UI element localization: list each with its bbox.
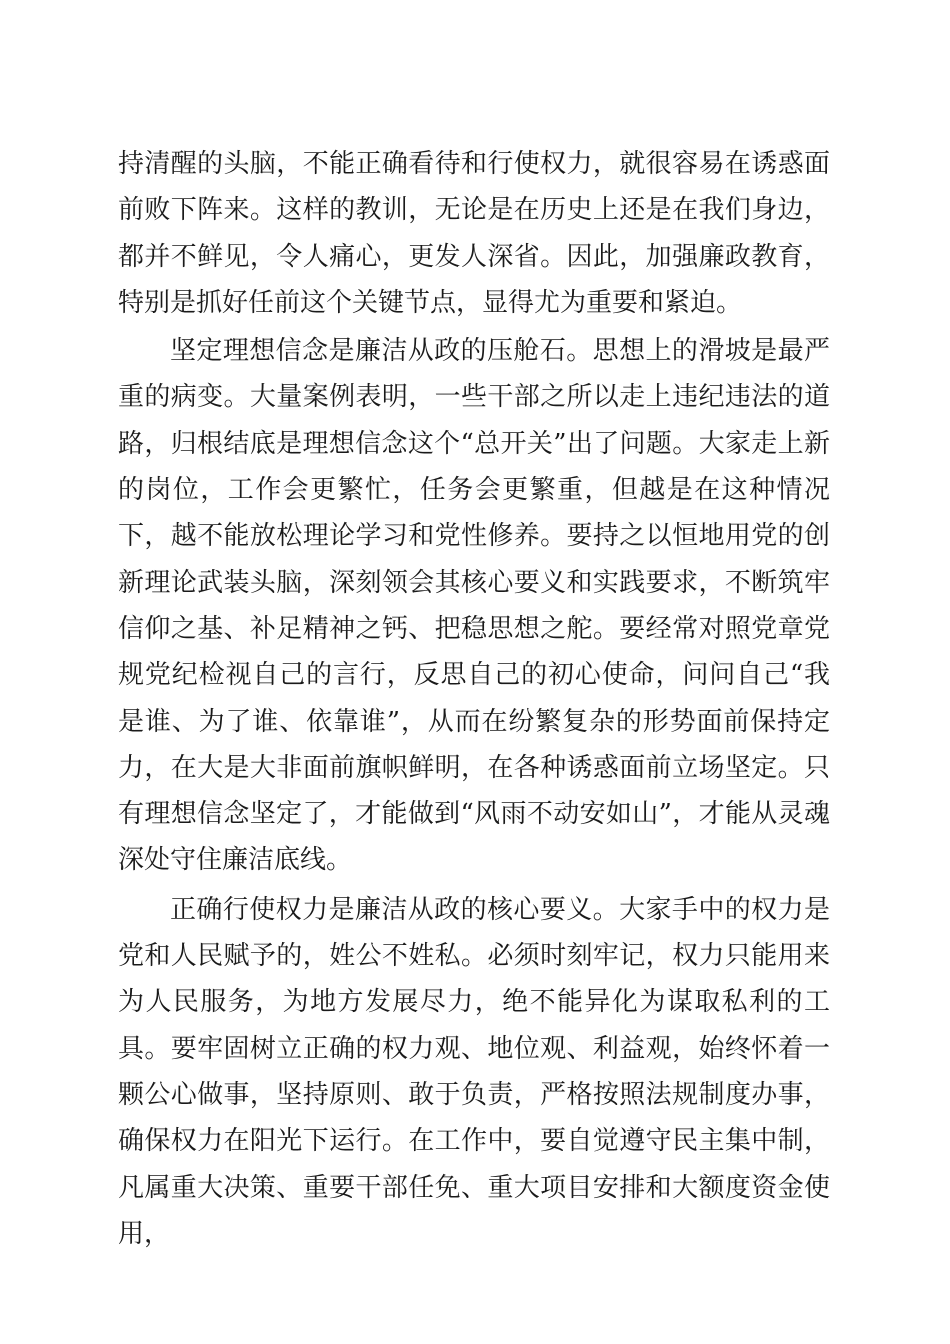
document-body (118, 141, 830, 1257)
paragraph-1: 持清醒的头脑，不能正确看待和行使权力，就很容易在诱惑面前败下阵来。这样的教训，无论是在历史上还是在我们身边，都并不鲜见，令人痛心，更发人深省。因此，加强廉政教育，特别是抓好任前这个关键节点，显得尤为重要和紧迫。 (118, 149, 830, 318)
paragraph-3: 正确行使权力是廉洁从政的核心要义。大家手中的权力是党和人民赋予的，姓公不姓私。必须时刻牢记，权力只能用来为人民服务，为地方发展尽力，绝不能异化为谋取私利的工具。要牢固树立正确的权力观、地位观、利益观，始终怀着一颗公心做事，坚持原则、敢于负责，严格按照法规制度办事，确保权力在阳光下运行。在工作中，要自觉遵守民主集中制，凡属重大决策、重要干部任免、重大项目安排和大额度资金使用， (118, 894, 830, 1249)
paragraph-2: 坚定理想信念是廉洁从政的压舱石。思想上的滑坡是最严重的病变。大量案例表明，一些干部之所以走上违纪违法的道路，归根结底是理想信念这个“总开关”出了问题。大家走上新的岗位，工作会更繁忙，任务会更繁重，但越是在这种情况下，越不能放松理论学习和党性修养。要持之以恒地用党的创新理论武装头脑，深刻领会其核心要义和实践要求，不断筑牢信仰之基、补足精神之钙、把稳思想之舵。要经常对照党章党规党纪检视自己的言行，反思自己的初心使命，问问自己“我是谁、为了谁、依靠谁”，从而在纷繁复杂的形势面前保持定力，在大是大非面前旗帜鲜明，在各种诱惑面前立场坚定。只有理想信念坚定了，才能做到“风雨不动安如山”，才能从灵魂深处守住廉洁底线。 (118, 336, 830, 876)
